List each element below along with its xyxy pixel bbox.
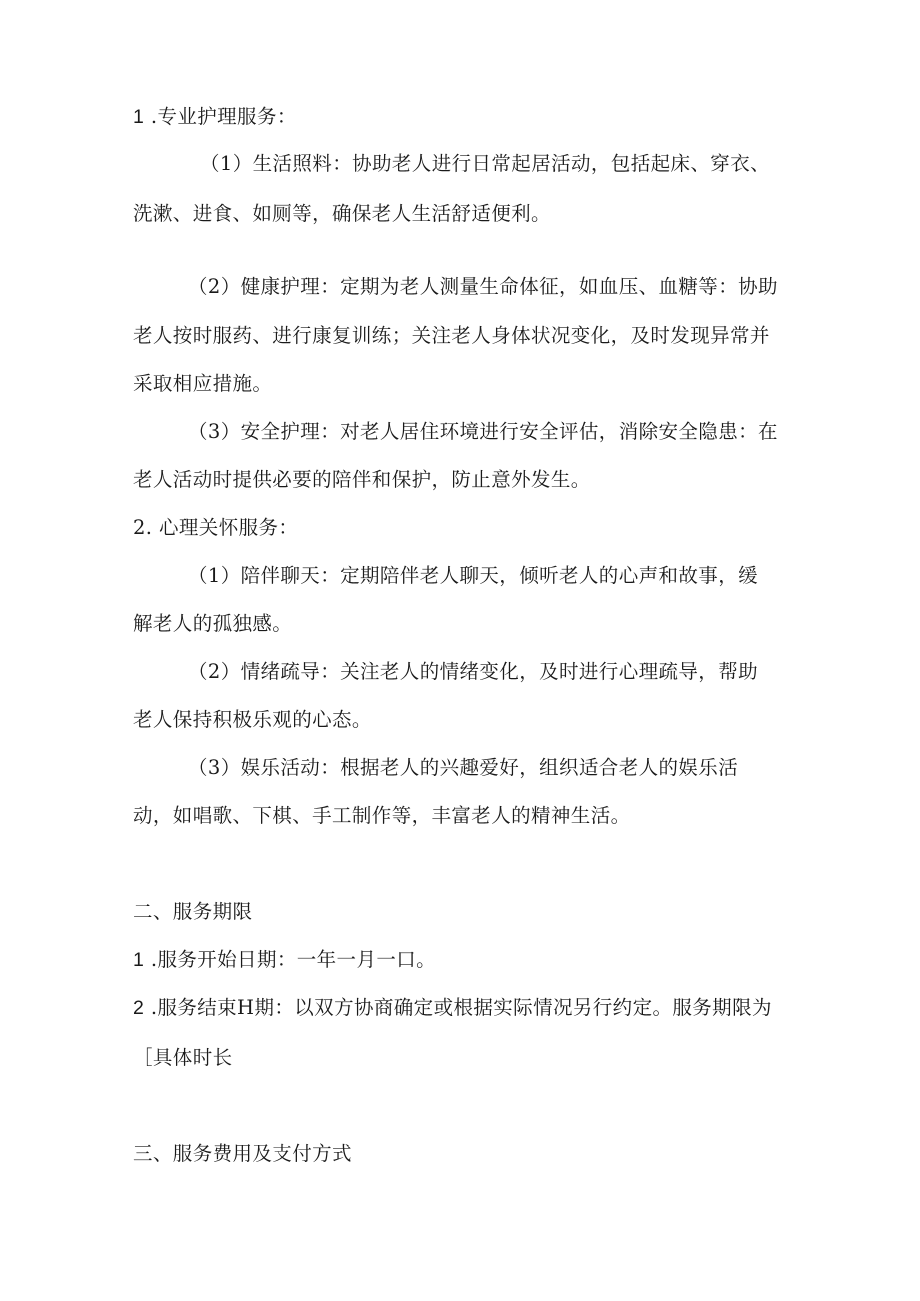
paragraph-daily-care-line2: 洗漱、进食、如厕等，确保老人生活舒适便利。 (133, 202, 551, 225)
heading-psychological-care: 2. 心理关怀服务： (133, 516, 299, 539)
paragraph-safety-care-line1: （3）安全护理：对老人居住环境进行安全评估，消除安全隐患：在 (188, 420, 778, 443)
service-end-date-line2: ［具体时长 (133, 1046, 233, 1069)
paragraph-companionship-line2: 解老人的孤独感。 (133, 612, 293, 635)
heading-professional-care (133, 103, 297, 131)
heading-text: .专业护理服务： (150, 105, 297, 128)
heading-service-period: 二、服务期限 (133, 900, 253, 923)
paragraph-emotional-guidance-line1: （2）情绪疏导：关注老人的情绪变化，及时进行心理疏导，帮助 (188, 660, 759, 683)
paragraph-health-care-line3: 采取相应措施。 (133, 372, 273, 395)
paragraph-recreation-line2: 动，如唱歌、下棋、手工制作等，丰富老人的精神生活。 (133, 804, 631, 827)
heading-number: 1 (133, 106, 145, 128)
paragraph-daily-care-line1: （1）生活照料：协助老人进行日常起居活动，包括起床、穿衣、 (200, 152, 771, 175)
heading-service-fees: 三、服务费用及支付方式 (133, 1142, 352, 1165)
paragraph-emotional-guidance-line2: 老人保持积极乐观的心态。 (133, 708, 372, 731)
item-number: 2 (133, 997, 145, 1019)
paragraph-recreation-line1: （3）娱乐活动：根据老人的兴趣爱好，组织适合老人的娱乐活 (188, 756, 739, 779)
paragraph-health-care-line2: 老人按时服药、进行康复训练；关注老人身体状况变化，及时发现异常并 (133, 324, 770, 347)
paragraph-companionship-line1: （1）陪伴聊天：定期陪伴老人聊天，倾听老人的心声和故事，缓 (188, 564, 759, 587)
paragraph-safety-care-line2: 老人活动时提供必要的陪伴和保护，防止意外发生。 (133, 468, 591, 491)
item-text: .服务开始日期：一年一月一口。 (150, 948, 437, 971)
item-number: 1 (133, 949, 145, 971)
service-end-date-line1 (133, 994, 772, 1022)
paragraph-health-care-line1: （2）健康护理：定期为老人测量生命体征，如血压、血糖等：协助 (188, 275, 778, 298)
service-start-date (133, 946, 436, 974)
item-text: .服务结束H期：以双方协商确定或根据实际情况另行约定。服务期限为 (150, 996, 772, 1019)
